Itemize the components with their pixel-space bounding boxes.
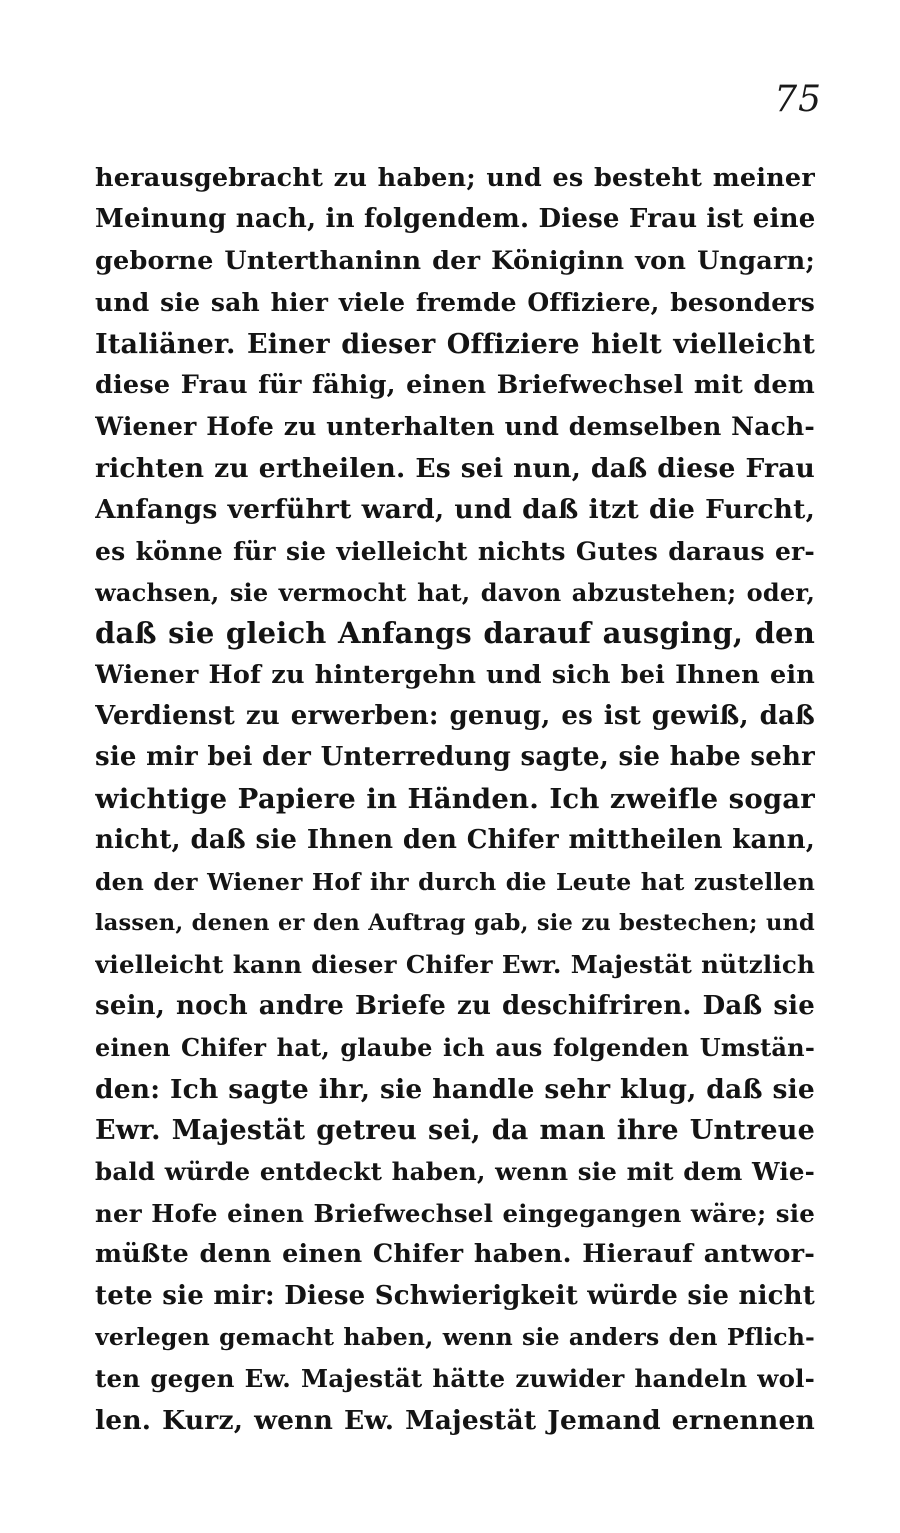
text-line: daß sie gleich Anfangs darauf ausging, den xyxy=(95,616,815,651)
text-line: Verdienst zu erwerben: genug, es ist gewiß, daß xyxy=(95,701,815,732)
text-line: müßte denn einen Chifer haben. Hierauf antwor- xyxy=(95,1239,815,1270)
text-line: Ewr. Majestät getreu sei, da man ihre Untreue xyxy=(95,1114,815,1146)
text-line: es könne für sie vielleicht nichts Gutes daraus er- xyxy=(95,536,815,566)
text-line: ten gegen Ew. Majestät hätte zuwider handeln wol- xyxy=(95,1364,815,1394)
text-line: verlegen gemacht haben, wenn sie anders den Pflich- xyxy=(95,1322,815,1351)
text-line: nicht, daß sie Ihnen den Chifer mittheilen kann, xyxy=(95,825,815,856)
text-line: Wiener Hofe zu unterhalten und demselben Nach- xyxy=(95,412,815,442)
text-line: sein, noch andre Briefe zu deschifriren. Daß sie xyxy=(95,990,815,1021)
text-line: tete sie mir: Diese Schwierigkeit würde sie nicht xyxy=(95,1280,815,1311)
text-line: den: Ich sagte ihr, sie handle sehr klug, daß sie xyxy=(95,1073,815,1105)
text-line: geborne Unterthaninn der Königinn von Ungarn; xyxy=(95,245,815,276)
text-line: Meinung nach, in folgendem. Diese Frau ist eine xyxy=(95,204,815,235)
text-line: Italiäner. Einer dieser Offiziere hielt vielleicht xyxy=(95,328,815,360)
text-line: vielleicht kann dieser Chifer Ewr. Majestät nützlich xyxy=(95,950,815,980)
text-line: Anfangs verführt ward, und daß itzt die Furcht, xyxy=(95,494,815,526)
text-line: ner Hofe einen Briefwechsel eingegangen wäre; sie xyxy=(95,1198,815,1228)
text-line: herausgebracht zu haben; und es besteht meiner xyxy=(95,163,815,193)
text-line: sie mir bei der Unterredung sagte, sie habe sehr xyxy=(95,742,815,773)
page-number: 75 xyxy=(774,79,822,120)
text-line: len. Kurz, wenn Ew. Majestät Jemand ernennen xyxy=(95,1404,815,1436)
text-line: und sie sah hier viele fremde Offiziere, besonders xyxy=(95,288,815,318)
text-line: einen Chifer hat, glaube ich aus folgenden Umstän- xyxy=(95,1033,815,1063)
text-line: den der Wiener Hof ihr durch die Leute hat zustellen xyxy=(95,867,815,896)
text-line: wachsen, sie vermocht hat, davon abzustehen; oder, xyxy=(95,577,815,607)
text-line: lassen, denen er den Auftrag gab, sie zu bestechen; und xyxy=(95,910,815,937)
text-line: diese Frau für fähig, einen Briefwechsel mit dem xyxy=(95,369,815,400)
text-line: bald würde entdeckt haben, wenn sie mit dem Wie- xyxy=(95,1157,815,1187)
body-text xyxy=(95,158,815,1441)
text-line: wichtige Papiere in Händen. Ich zweifle sogar xyxy=(95,782,815,815)
text-line: richten zu ertheilen. Es sei nun, daß diese Frau xyxy=(95,452,815,484)
text-line: Wiener Hof zu hintergehn und sich bei Ihnen ein xyxy=(95,659,815,690)
